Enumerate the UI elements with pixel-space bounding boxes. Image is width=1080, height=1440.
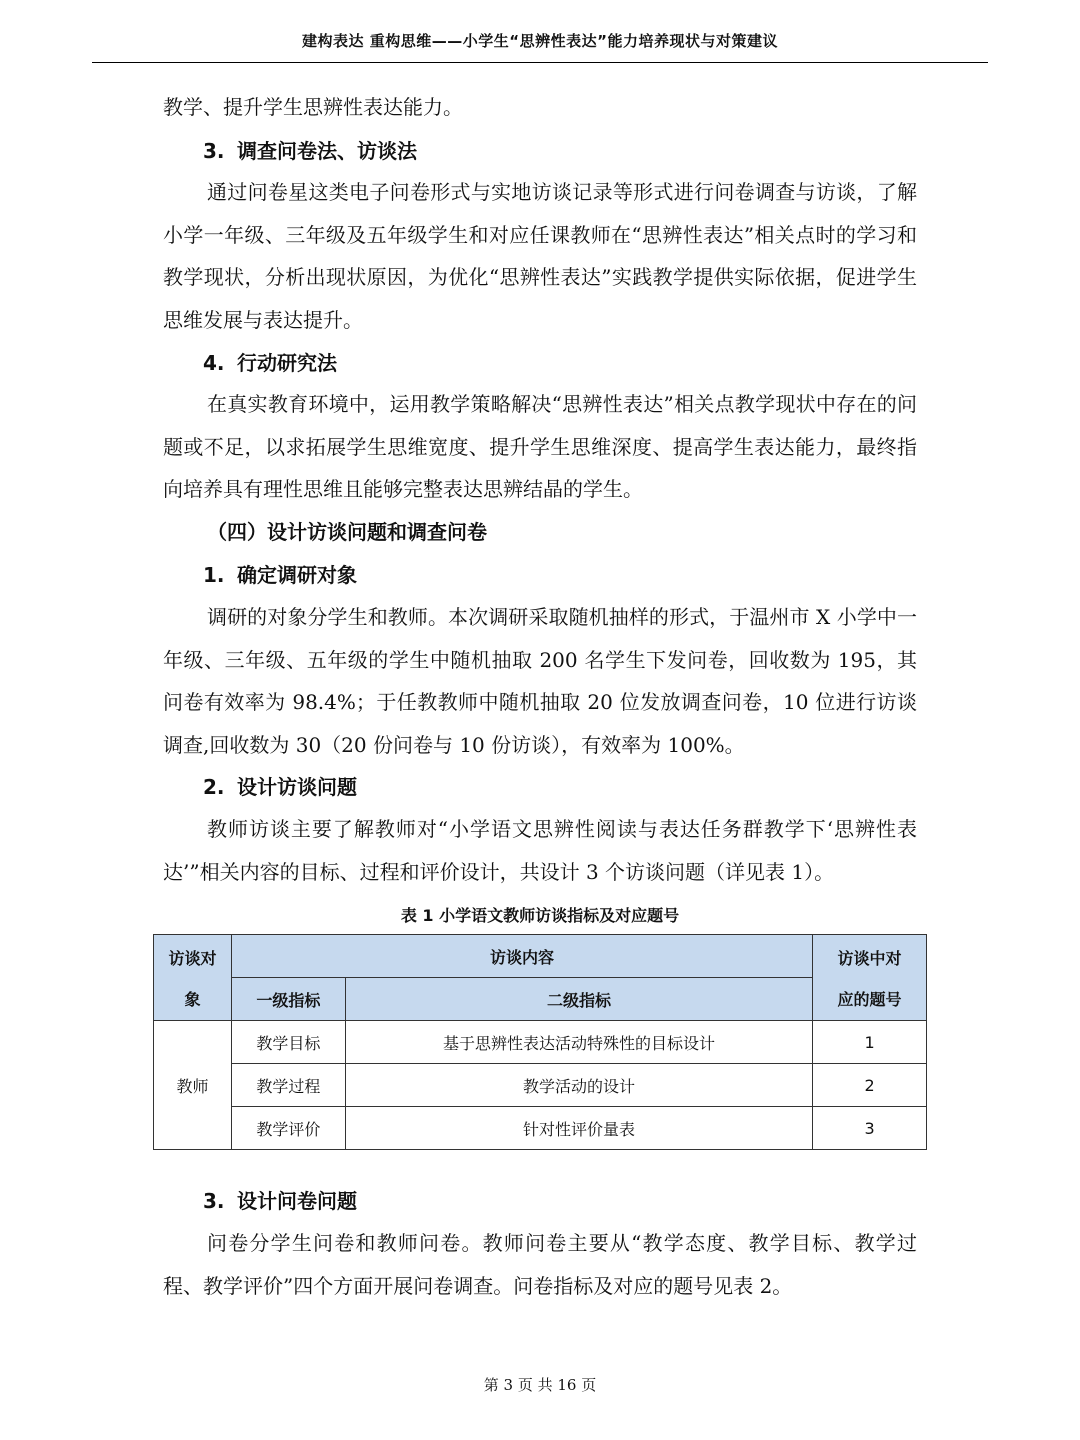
page-footer: 第 3 页 共 16 页 [483,1376,597,1394]
header-line: 访谈中对 [837,948,902,968]
interview-index-table [153,934,927,1150]
table-row [154,1107,927,1150]
paragraph-objects: 调研的对象分学生和教师。本次调研采取随机抽样的形式，于温州市 X 小学中一年级、三年级、五年级的学生中随机抽取 200 名学生下发问卷，回收数为 195，其问卷有效率为 98.4%；于任教教师中随机抽取 20 位发放调查问卷，10 位进行访谈调查,回收数为 30（20 份问卷与 10 份访谈），有效率为 100%。 [163,605,917,757]
table-cell-level2: 针对性评价量表 [345,1107,812,1150]
table-cell-question-number: 1 [813,1021,927,1064]
heading-survey-method [203,136,417,166]
table-header-subject [154,935,232,1021]
heading-interview-design [203,772,357,802]
header-line: 应的题号 [837,989,902,1009]
paragraph-interview: 教师访谈主要了解教师对“小学语文思辨性阅读与表达任务群教学下‘思辨性表达’”相关内容的目标、过程和评价设计，共设计 3 个访谈问题（详见表 1）。 [163,817,917,884]
table-cell-level1: 教学评价 [231,1107,345,1150]
heading-text: 确定调研对象 [237,563,357,587]
heading-action-research [203,348,337,378]
table-caption: 表 1 小学语文教师访谈指标及对应题号 [400,906,680,925]
header-line: 访谈对 [168,948,217,968]
heading-number: 3. [203,139,225,163]
heading-text: 调查问卷法、访谈法 [237,139,417,163]
header-line: 象 [184,989,201,1009]
heading-number: 2. [203,775,225,799]
paragraph-continuation: 教学、提升学生思辨性表达能力。 [163,95,463,119]
table-header-content: 访谈内容 [231,935,812,978]
table-row [154,1064,927,1107]
table-header-level2: 二级指标 [345,978,812,1021]
table-cell-level1: 教学过程 [231,1064,345,1107]
heading-number: 1. [203,563,225,587]
table-row [154,1021,927,1064]
table-cell-level2: 教学活动的设计 [345,1064,812,1107]
table-cell-question-number: 3 [813,1107,927,1150]
heading-number: 4. [203,351,225,375]
heading-text: 设计问卷问题 [237,1189,357,1213]
table-cell-question-number: 2 [813,1064,927,1107]
paragraph-questionnaire: 问卷分学生问卷和教师问卷。教师问卷主要从“教学态度、教学目标、教学过程、教学评价”四个方面开展问卷调查。问卷指标及对应的题号见表 2。 [163,1231,917,1298]
section-heading-4: （四）设计访谈问题和调查问卷 [207,520,487,544]
table-cell-subject: 教师 [154,1021,232,1150]
heading-number: 3. [203,1189,225,1213]
heading-text: 行动研究法 [237,351,337,375]
paragraph-action: 在真实教育环境中，运用教学策略解决“思辨性表达”相关点教学现状中存在的问题或不足，以求拓展学生思维宽度、提升学生思维深度、提高学生表达能力，最终指向培养具有理性思维且能够完整表达思辨结晶的学生。 [163,392,917,501]
heading-questionnaire-design [203,1186,357,1216]
table-cell-level2: 基于思辨性表达活动特殊性的目标设计 [345,1021,812,1064]
paragraph-survey: 通过问卷星这类电子问卷形式与实地访谈记录等形式进行问卷调查与访谈，了解小学一年级、三年级及五年级学生和对应任课教师在“思辨性表达”相关点时的学习和教学现状，分析出现状原因，为优化“思辨性表达”实践教学提供实际依据，促进学生思维发展与表达提升。 [163,180,917,332]
heading-text: 设计访谈问题 [237,775,357,799]
header-divider [92,62,988,63]
table-cell-level1: 教学目标 [231,1021,345,1064]
table-header-question-number [813,935,927,1021]
page-header: 建构表达 重构思维——小学生“思辨性表达”能力培养现状与对策建议 [302,32,778,50]
table-header-level1: 一级指标 [231,978,345,1021]
heading-research-objects [203,560,357,590]
